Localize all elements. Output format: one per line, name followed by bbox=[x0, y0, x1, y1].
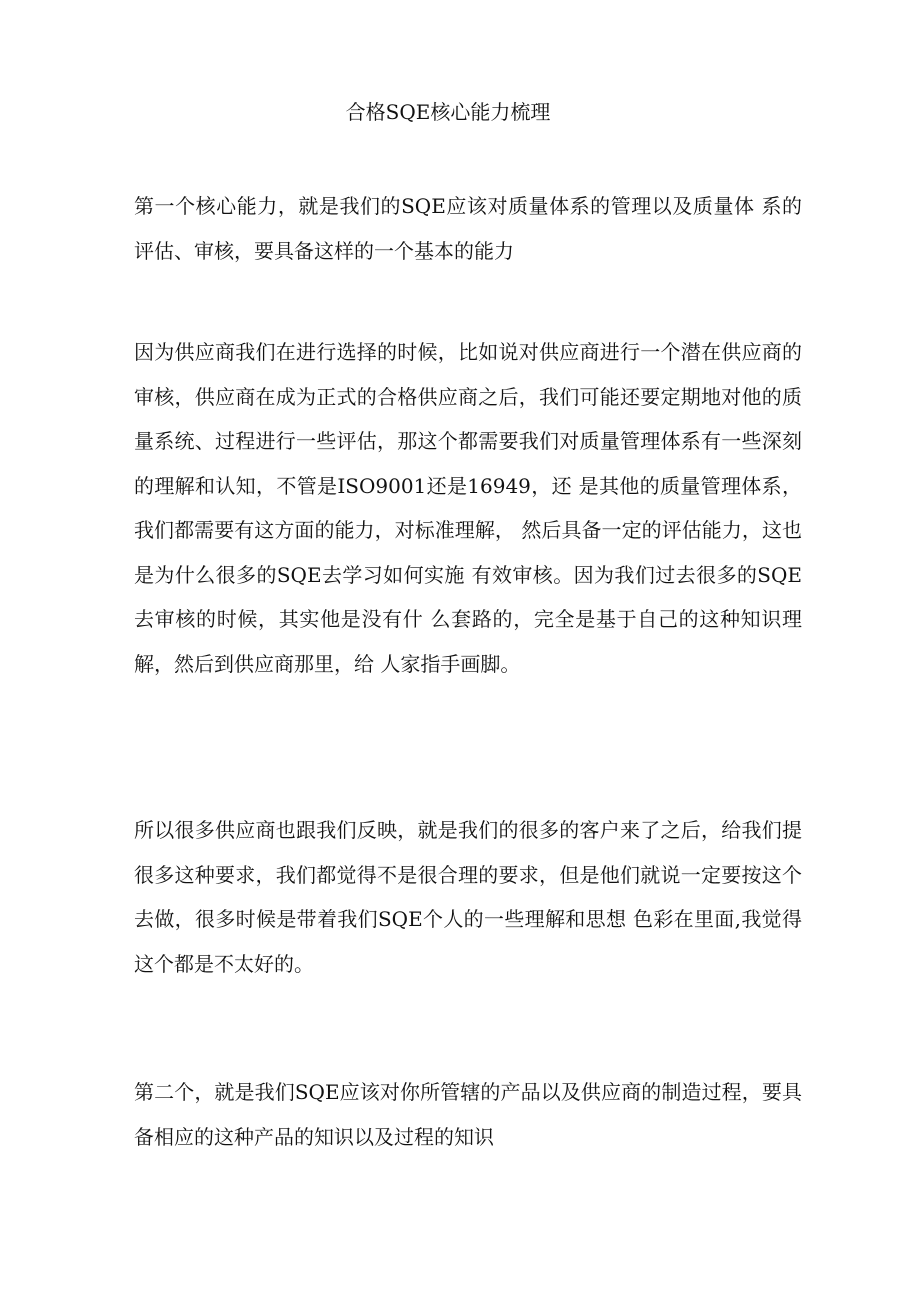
paragraph-core-ability-2: 第二个，就是我们SQE应该对你所管辖的产品以及供应商的制造过程，要具备相应的这种产品的知识以及过程的知识 bbox=[134, 1080, 802, 1149]
paragraph-core-ability-1: 第一个核心能力，就是我们的SQE应该对质量体系的管理以及质量体 系的评估、审核，要具备这样的一个基本的能力 bbox=[134, 194, 802, 263]
paragraph-supplier-audit: 因为供应商我们在进行选择的时候，比如说对供应商进行一个潜在供应商的审核，供应商在成为正式的合格供应商之后，我们可能还要定期地对他的质量系统、过程进行一些评估，那这个都需要我们对质量管理体系有一些深刻的理解和认知，不管是ISO9001还是16949，还 是其他的质量管理体系，我们都需要有这方面的能力，对标准理解， 然后具备一定的评估能力，这也是为什么很多的SQE去学习如何实施 有效审核。因为我们过去很多的SQE去审核的时候，其实他是没有什 么套路的，完全是基于自己的这种知识理解，然后到供应商那里，给 人家指手画脚。 bbox=[134, 340, 802, 676]
document-title: 合格SQE核心能力梳理 bbox=[345, 100, 551, 124]
paragraph-supplier-feedback: 所以很多供应商也跟我们反映，就是我们的很多的客户来了之后，给我们提很多这种要求，我们都觉得不是很合理的要求，但是他们就说一定要按这个去做，很多时候是带着我们SQE个人的一些理解和思想 色彩在里面,我觉得这个都是不太好的。 bbox=[134, 818, 802, 976]
